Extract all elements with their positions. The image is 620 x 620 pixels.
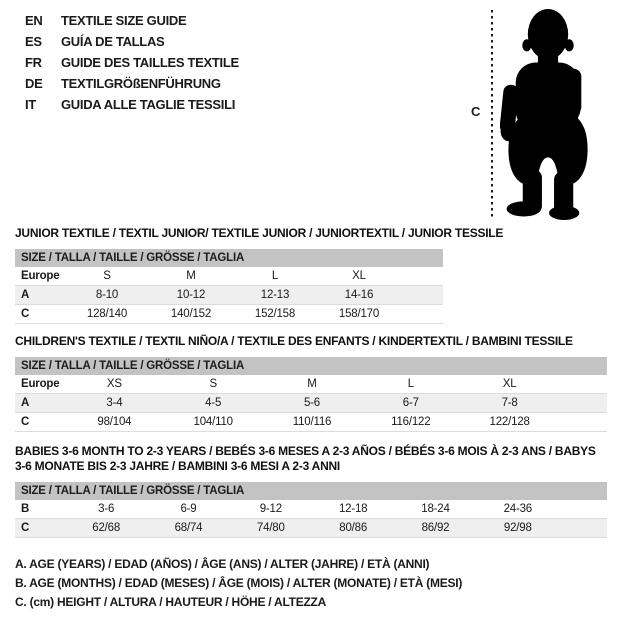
table-cell: 7-8	[501, 397, 518, 409]
language-row	[25, 73, 239, 94]
table-row	[15, 267, 443, 286]
height-measure-label: C	[471, 104, 481, 119]
babies-textile-section	[15, 444, 607, 538]
table-cell: 86/92	[421, 522, 450, 534]
table-row	[15, 500, 607, 519]
table-cell: XL	[502, 378, 517, 390]
table-cell: 3-4	[106, 397, 123, 409]
language-code: ES	[25, 34, 42, 49]
row-label: Europe	[21, 378, 60, 390]
measurement-legend	[15, 555, 607, 612]
table-cell: 8-10	[95, 289, 119, 301]
table-cell: 110/116	[292, 416, 332, 428]
legend-line-a: A. AGE (YEARS) / EDAD (AÑOS) / ÂGE (ANS) / ALTER (JAHRE) / ETÀ (ANNI)	[15, 557, 430, 571]
table-cell: S	[209, 378, 217, 390]
language-list	[25, 10, 239, 115]
table-cell: 92/98	[503, 522, 532, 534]
table-row	[15, 394, 607, 413]
childrens-textile-section	[15, 334, 607, 432]
table-cell: 4-5	[205, 397, 222, 409]
table-cell: XL	[352, 270, 366, 282]
table-cell: 5-6	[303, 397, 320, 409]
table-cell: L	[271, 270, 279, 282]
table-cell: 74/80	[256, 522, 285, 534]
language-title: GUIDE DES TAILLES TEXTILE	[61, 55, 239, 70]
language-code: EN	[25, 13, 43, 28]
table-row	[15, 413, 607, 432]
section-title: JUNIOR TEXTILE / TEXTIL JUNIOR/ TEXTILE JUNIOR / JUNIORTEXTIL / JUNIOR TESSILE	[15, 226, 504, 240]
table-cell: L	[407, 378, 414, 390]
language-row	[25, 52, 239, 73]
table-header: SIZE / TALLA / TAILLE / GRÖSSE / TAGLIA	[15, 249, 443, 267]
section-title: CHILDREN'S TEXTILE / TEXTIL NIÑO/A / TEXTILE DES ENFANTS / KINDERTEXTIL / BAMBINI TESSILE	[15, 334, 573, 348]
table-row	[15, 286, 443, 305]
table-cell: 6-7	[402, 397, 419, 409]
legend-line-b: B. AGE (MONTHS) / EDAD (MESES) / ÂGE (MOIS) / ALTER (MONATE) / ETÀ (MESI)	[15, 576, 463, 590]
junior-textile-section	[15, 226, 607, 324]
row-label: Europe	[21, 270, 60, 282]
language-title: TEXTILGRÖßENFÜHRUNG	[61, 76, 221, 91]
table-header: SIZE / TALLA / TAILLE / GRÖSSE / TAGLIA	[15, 482, 607, 500]
table-row	[15, 305, 443, 324]
language-title: TEXTILE SIZE GUIDE	[61, 13, 187, 28]
table-cell: 140/152	[170, 308, 212, 320]
table-cell: S	[103, 270, 111, 282]
legend-line-c: C. (cm) HEIGHT / ALTURA / HAUTEUR / HÖHE / ALTEZZA	[15, 595, 327, 609]
row-label: B	[21, 503, 30, 515]
language-code: FR	[25, 55, 42, 70]
height-dotted-line	[491, 10, 493, 218]
language-row	[25, 10, 239, 31]
language-title: GUIDA ALLE TAGLIE TESSILI	[61, 97, 236, 112]
row-label: A	[21, 289, 30, 301]
row-label: C	[21, 308, 30, 320]
section-title: BABIES 3-6 MONTH TO 2-3 YEARS / BEBÉS 3-6 MESES A 2-3 AÑOS / BÉBÉS 3-6 MOIS À 2-3 ANS / BABYS 3-6 MONATE BIS 2-3 JAHRE / BAMBINI 3-6 MESI A 2-3 ANNI	[15, 444, 596, 473]
row-label: A	[21, 397, 30, 409]
table-cell: 14-16	[344, 289, 374, 301]
table-row	[15, 519, 607, 538]
table-cell: 158/170	[338, 308, 380, 320]
size-guide-content	[15, 220, 607, 612]
table-row	[15, 375, 607, 394]
table-header: SIZE / TALLA / TAILLE / GRÖSSE / TAGLIA	[15, 357, 607, 375]
table-cell: 98/104	[97, 416, 132, 428]
table-cell: 62/68	[92, 522, 121, 534]
table-cell: 80/86	[339, 522, 368, 534]
table-cell: XS	[106, 378, 122, 390]
table-cell: 3-6	[98, 503, 115, 515]
table-cell: 10-12	[176, 289, 206, 301]
table-cell: 122/128	[489, 416, 530, 428]
toddler-silhouette-icon	[500, 8, 596, 220]
language-title: GUÍA DE TALLAS	[61, 34, 165, 49]
junior-size-table	[15, 249, 443, 324]
table-cell: 9-12	[259, 503, 282, 515]
table-cell: 12-13	[260, 289, 290, 301]
table-cell: 128/140	[86, 308, 128, 320]
row-label: C	[21, 522, 30, 534]
table-cell: 116/122	[391, 416, 431, 428]
row-label: C	[21, 416, 30, 428]
table-cell: 24-36	[503, 503, 533, 515]
table-cell: M	[307, 378, 317, 390]
height-measure-figure	[455, 0, 620, 225]
table-cell: 152/158	[254, 308, 296, 320]
babies-size-table	[15, 482, 607, 538]
language-code: IT	[25, 97, 36, 112]
language-row	[25, 94, 239, 115]
language-row	[25, 31, 239, 52]
table-cell: 6-9	[180, 503, 197, 515]
table-cell: M	[186, 270, 196, 282]
table-cell: 12-18	[338, 503, 368, 515]
table-cell: 104/110	[193, 416, 233, 428]
childrens-size-table	[15, 357, 607, 432]
language-code: DE	[25, 76, 43, 91]
table-cell: 18-24	[421, 503, 450, 515]
table-cell: 68/74	[174, 522, 203, 534]
